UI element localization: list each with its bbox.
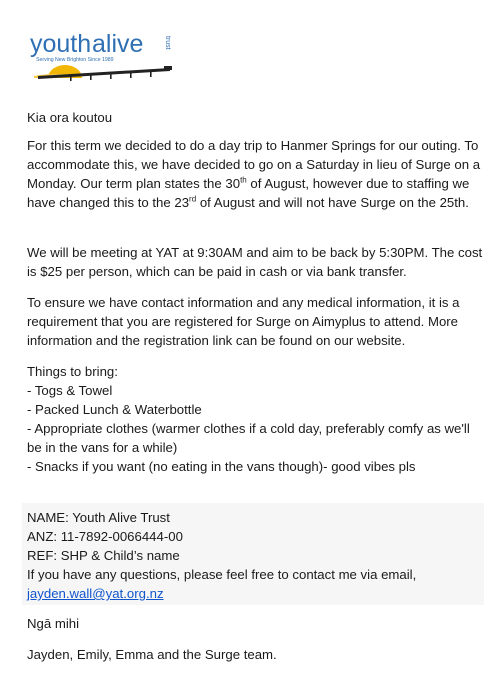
bring-item: - Togs & Towel (27, 383, 113, 398)
things-to-bring (27, 362, 487, 476)
payment-name: NAME: Youth Alive Trust (27, 510, 170, 525)
bring-item: - Packed Lunch & Waterbottle (27, 402, 202, 417)
logo-youth: youth (30, 30, 92, 58)
paragraph-trip: For this term we decided to do a day trip to Hanmer Springs for our outing. To accommodate this, we have decided to go on a Saturday in lieu of Surge on a Monday. Our term plan states the 30th of August, however due to staffing we have changed this to the 23rd of August and will not have Surge on the 25th. (27, 138, 481, 210)
email-link[interactable]: jayden.wall@yat.org.nz (27, 586, 164, 601)
bring-title: Things to bring: (27, 364, 118, 379)
logo-tagline: Serving New Brighton Since 1989 (36, 57, 114, 63)
greeting: Kia ora koutou (27, 110, 113, 125)
signoff: Jayden, Emily, Emma and the Surge team. (27, 647, 277, 662)
bring-item: - Snacks if you want (no eating in the vans though)- good vibes pls (27, 459, 416, 474)
payment-ref: REF: SHP & Child’s name (27, 548, 180, 563)
logo-trust: trust (164, 36, 171, 50)
paragraph-registration: To ensure we have contact information and any medical information, it is a requirement that you are registered for Surge on Aimyplus to attend. More information and the registration link can be found on our website. (27, 295, 460, 348)
youth-alive-logo (30, 28, 172, 84)
closing: Ngā mihi (27, 616, 80, 631)
paragraph-meeting: We will be meeting at YAT at 9:30AM and aim to be back by 5:30PM. The cost is $25 per person, which can be paid in cash or via bank transfer. (27, 245, 483, 279)
payment-details (27, 508, 487, 603)
logo-alive: alive (92, 30, 144, 58)
bring-item: - Appropriate clothes (warmer clothes if a cold day, preferably comfy as we'll be in the vans for a while) (27, 421, 470, 455)
contact-text: If you have any questions, please feel free to contact me via email, (27, 567, 417, 582)
payment-account: ANZ: 11-7892-0066444-00 (27, 529, 183, 544)
